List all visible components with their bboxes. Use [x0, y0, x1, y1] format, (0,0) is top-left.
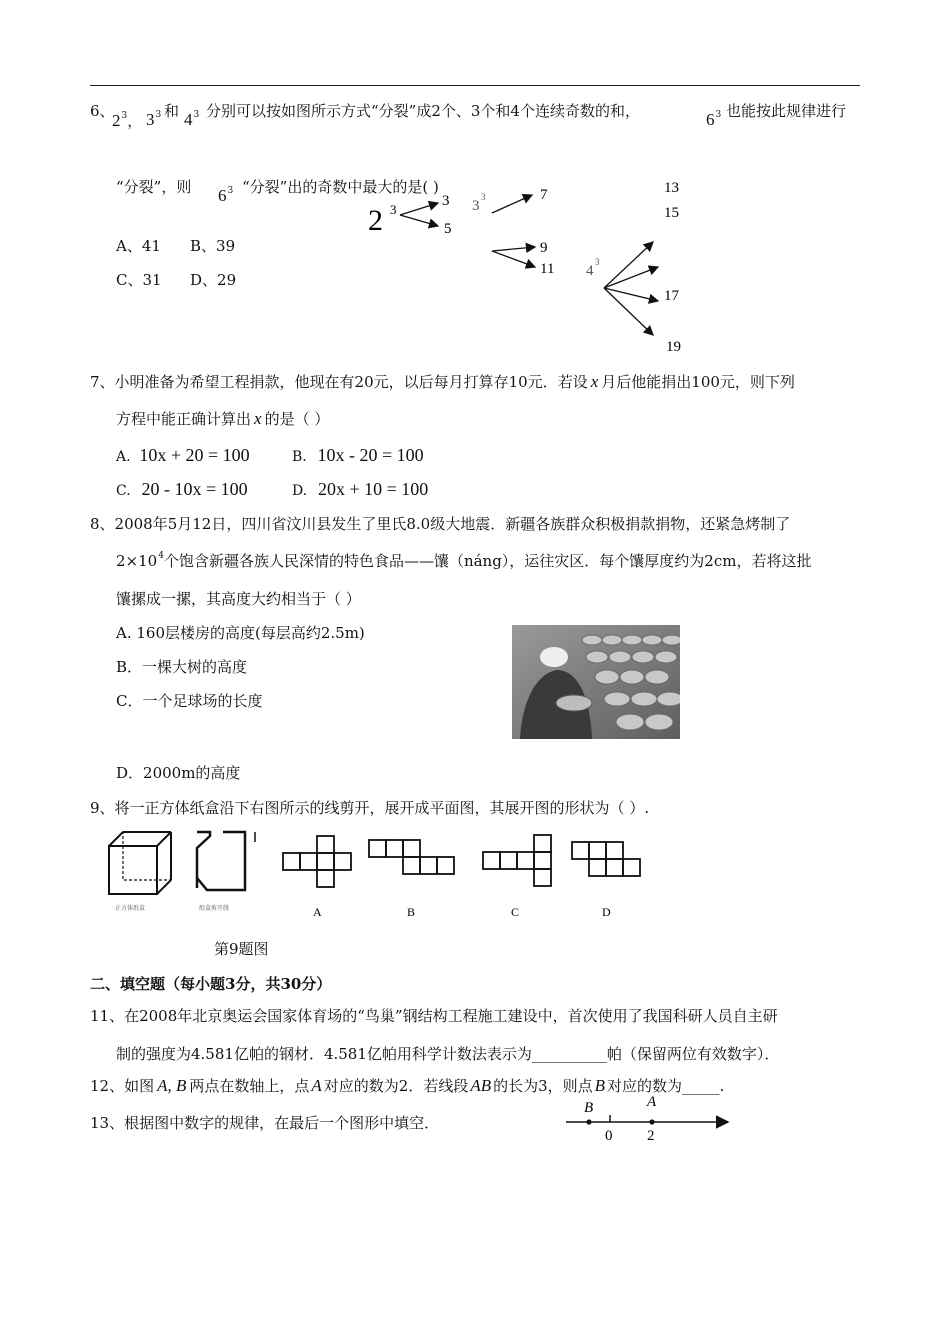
q6-split-diagram [360, 170, 700, 360]
q6-option-a: A、41 [116, 237, 161, 255]
q12-number-line [560, 1092, 740, 1144]
q7-option-a: A. 10x + 20 = 100 [116, 445, 250, 465]
net-b-label: B [407, 905, 416, 919]
q6-and: 和 [164, 102, 180, 120]
q9-caption: 第9题图 [214, 940, 269, 958]
arrow-4-to-13 [604, 242, 653, 288]
q9-line: 9、将一正方体纸盒沿下右图所示的线剪开，展开成平面图，其展开图的形状为（ ）. [90, 799, 650, 817]
arrow-2-to-5 [400, 215, 438, 226]
q8-option-d: D．2000m的高度 [116, 764, 241, 782]
arrow-4-to-17 [604, 288, 658, 301]
label-a: A [647, 1094, 657, 1110]
q8-line2: $2\times 10^4$个饱含新疆各族人民深情的特色食品——馕（náng），运往灾区．每个馕厚度约为2cm，若将这批 [116, 551, 812, 570]
net-c [483, 835, 551, 886]
arrow-4-to-19 [604, 288, 653, 335]
arrow-3-to-9 [492, 247, 535, 251]
q7-line2: 方程中能正确计算出 x 的是（ ） [116, 409, 330, 428]
q6-option-c: C、31 [116, 271, 162, 289]
diagram-val-17: 17 [664, 288, 679, 304]
q11-line2: 制的强度为4.581亿帕的钢材．4.581亿帕用科学计数法表示为__________帕（保留两位有效数字）． [116, 1045, 780, 1063]
diagram-base-4: 4 [586, 263, 594, 279]
section-2-title: 二、填空题（每小题3分，共30分） [90, 975, 332, 993]
diagram-val-7: 7 [540, 187, 548, 203]
q7-option-d: D. 20x + 10 = 100 [292, 479, 429, 499]
diagram-val-3: 3 [442, 193, 450, 209]
q12-line: 12、如图 A, B 两点在数轴上，点 A 对应的数为2．若线段 AB 的长为3，则点 B 对应的数为_____. [90, 1076, 725, 1095]
q11-line1: 11、在2008年北京奥运会国家体育场的“鸟巢”钢结构工程施工建设中，首次使用了我国科研人员自主研 [90, 1007, 778, 1025]
q8-option-c: C．一个足球场的长度 [116, 692, 263, 710]
cube-caption: 正方体纸盒 [115, 906, 146, 912]
q7-option-c: C. 20 - 10x = 100 [116, 479, 248, 499]
diagram-val-11: 11 [540, 261, 555, 277]
diagram-exp-3: 3 [481, 192, 486, 202]
arrow-4-to-15 [604, 267, 658, 288]
q7-line1: 7、小明准备为希望工程捐款，他现在有20元，以后每月打算存10元．若设 x 月后他能捐出100元，则下列 [90, 372, 795, 391]
q8-line3: 馕摞成一摞，其高度大约相当于（ ） [116, 590, 361, 608]
arrow-3-to-11 [492, 251, 535, 267]
q6-text4: “分裂”出的奇数中最大的是( ) [242, 178, 439, 196]
q6-power-4: $4^3$ [184, 110, 200, 129]
q6-power-6: $6^3$ [706, 110, 722, 129]
diagram-val-19: 19 [666, 339, 681, 355]
diagram-base-3: 3 [472, 198, 480, 214]
label-zero: 0 [605, 1128, 613, 1144]
diagram-val-13: 13 [664, 180, 679, 196]
diagram-val-15: 15 [664, 205, 679, 221]
q6-line1: 6、 [90, 102, 115, 120]
point-a [649, 1119, 654, 1124]
point-b [586, 1119, 591, 1124]
q6-option-b: B、39 [190, 237, 236, 255]
q6-power-6b: $6^3$ [218, 186, 234, 205]
top-rule [90, 85, 860, 86]
cube-drawing [109, 832, 171, 894]
q8-option-b: B．一棵大树的高度 [116, 658, 248, 676]
diagram-exp-4: 3 [595, 257, 600, 267]
diagram-val-9: 9 [540, 240, 548, 256]
diagram-val-5: 5 [444, 221, 452, 237]
q7-option-b: B. 10x - 20 = 100 [292, 445, 424, 465]
q6-option-d: D、29 [190, 271, 237, 289]
net-d-label: D [602, 905, 611, 919]
arrow-3-to-7 [492, 195, 532, 213]
net-a-label: A [313, 905, 322, 919]
net-b [369, 840, 454, 874]
diagram-base-2: 2 [368, 204, 383, 237]
q13-line: 13、根据图中数字的规律，在最后一个图形中填空． [90, 1114, 440, 1132]
q6-text3: “分裂”，则 [116, 178, 192, 196]
q6-text1: 分别可以按如图所示方式“分裂”成2个、3个和4个连续奇数的和， [206, 102, 640, 120]
net-c-label: C [511, 905, 520, 919]
diagram-exp-2: 3 [390, 202, 397, 217]
cut-lines [197, 832, 255, 890]
cut-caption: 纸盒剪开线 [199, 906, 230, 912]
q8-option-a: A. 160层楼房的高度(每层高约2.5m) [116, 624, 365, 642]
q9-figure [105, 828, 645, 920]
naan-photo [512, 625, 680, 739]
q8-line1: 8、2008年5月12日，四川省汶川县发生了里氏8.0级大地震．新疆各族群众积极捐款捐物，还紧急烤制了 [90, 515, 791, 533]
label-two: 2 [647, 1128, 655, 1144]
net-a [283, 836, 351, 887]
q6-power-2: $2^3$， [112, 111, 143, 130]
q6-power-3: $3^3$ [146, 110, 162, 129]
net-d [572, 842, 640, 876]
label-b: B [584, 1100, 594, 1116]
q6-text2: 也能按此规律进行 [726, 102, 847, 120]
arrow-2-to-3 [400, 203, 438, 215]
